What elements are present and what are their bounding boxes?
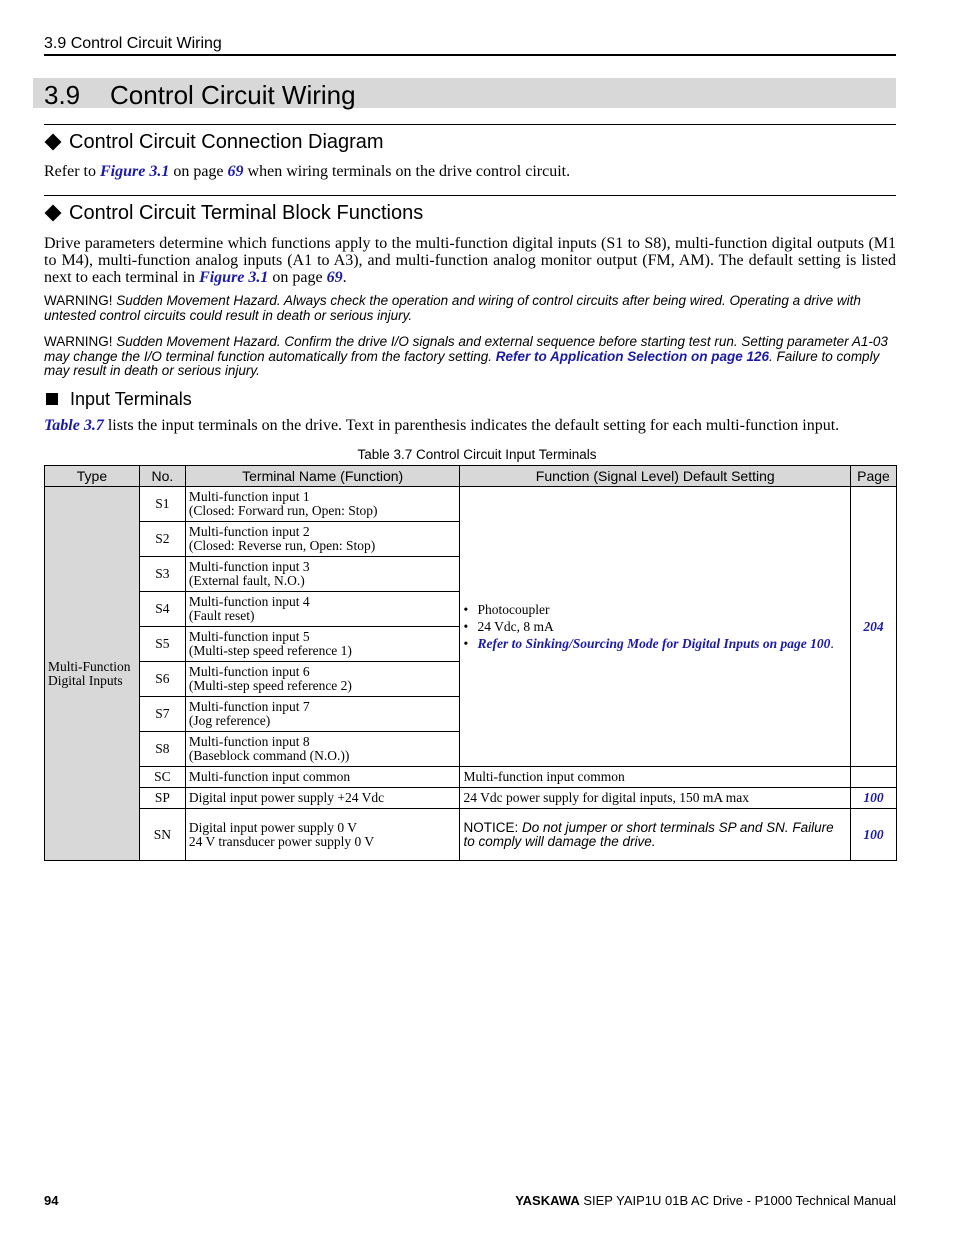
terminal-name [185, 662, 460, 697]
divider [44, 124, 896, 125]
terminal-no: S7 [139, 697, 185, 732]
terminal-no: SP [139, 788, 185, 809]
warning-text: Sudden Movement Hazard. Always check the operation and wiring of control circuits after being wired. Operating a drive with untested control circuits could result in death or serious injury. [44, 293, 861, 323]
terminal-block-heading-text: Control Circuit Terminal Block Functions [69, 202, 424, 224]
page-cell [850, 487, 896, 767]
warning-text: . Failure to comply may result in death or serious injury. [44, 348, 880, 378]
paragraph-text: lists the input terminals on the drive. Text in parenthesis indicates the default setting for each multi-function input. [103, 417, 840, 434]
page-cell [850, 788, 896, 809]
terminal-block-paragraph [44, 235, 896, 286]
terminal-name [185, 487, 460, 522]
paragraph-text: when wiring terminals on the drive control circuit. [243, 163, 571, 180]
terminal-name-line: (Multi-step speed reference 1) [188, 643, 352, 658]
terminal-function-notice [460, 809, 850, 861]
terminal-name [185, 809, 460, 861]
figure-3-1-link[interactable]: Figure 3.1 [199, 269, 269, 286]
input-terminals-paragraph [44, 417, 896, 434]
terminal-name-line: Multi-function input 4 [188, 594, 310, 609]
terminal-function: 24 Vdc power supply for digital inputs, 150 mA max [460, 788, 850, 809]
input-terminals-heading-text: Input Terminals [70, 389, 192, 409]
terminal-name-line: (Jog reference) [188, 713, 271, 728]
terminal-name [185, 522, 460, 557]
warning-label: WARNING! [44, 293, 113, 308]
terminal-name-line: Multi-function input 1 [188, 489, 310, 504]
header-function: Function (Signal Level) Default Setting [460, 466, 850, 487]
terminal-name-line: (Multi-step speed reference 2) [188, 678, 352, 693]
type-cell [45, 487, 140, 861]
terminal-name-line: Multi-function input 2 [188, 524, 310, 539]
table-row [45, 788, 897, 809]
paragraph-text: Drive parameters determine which functions apply to the multi-function digital inputs (S1 to S8), multi-function digital outputs (M1 to M4), multi-function analog inputs (A1 to A3), and multi-function analog monitor output (FM, AM). The default setting is listed next to each terminal in [44, 235, 896, 286]
terminal-name: Multi-function input common [185, 767, 460, 788]
header-type: Type [45, 466, 140, 487]
function-list [463, 603, 846, 651]
terminal-no: S4 [139, 592, 185, 627]
connection-diagram-paragraph [44, 163, 896, 180]
table-caption: Table 3.7 Control Circuit Input Terminals [357, 447, 597, 462]
terminal-name-line: (Fault reset) [188, 608, 255, 623]
terminal-no: S1 [139, 487, 185, 522]
digital-input-function [460, 487, 850, 767]
table-3-7-link[interactable]: Table 3.7 [44, 417, 104, 434]
terminal-no: S6 [139, 662, 185, 697]
notice-text: Do not jumper or short terminals SP and SN. Failure to comply will damage the drive. [463, 819, 834, 849]
diamond-bullet-icon [45, 133, 62, 150]
connection-diagram-heading-text: Control Circuit Connection Diagram [69, 131, 384, 153]
terminal-block-heading [44, 202, 423, 225]
paragraph-text: Refer to [44, 163, 100, 180]
diamond-bullet-icon [45, 204, 62, 221]
footer-manual-title [515, 1193, 896, 1208]
warning-2 [44, 335, 896, 379]
terminal-name-line: (Closed: Forward run, Open: Stop) [188, 503, 378, 518]
page-204-link[interactable]: 204 [863, 618, 884, 634]
table-row [45, 767, 897, 788]
terminal-name [185, 697, 460, 732]
terminal-name-line: (Baseblock command (N.O.)) [188, 748, 350, 763]
terminal-no: S5 [139, 627, 185, 662]
type-label: Multi-Function [48, 658, 131, 674]
paragraph-text: on page [268, 269, 327, 286]
terminal-name-line: Multi-function input 8 [188, 734, 310, 749]
notice-label: NOTICE: [463, 819, 519, 835]
footer-manual-text: SIEP YAIP1U 01B AC Drive - P1000 Technical Manual [579, 1193, 896, 1208]
page-cell [850, 767, 896, 788]
header-no: No. [139, 466, 185, 487]
function-bullet [463, 637, 846, 651]
paragraph-text: . [342, 269, 347, 286]
table-row [45, 809, 897, 861]
application-selection-link[interactable]: Refer to Application Selection on page 126 [495, 348, 770, 364]
warning-text: Sudden Movement Hazard. Confirm the drive I/O signals and external sequence before starting test run. Setting parameter A1-03 may change the I/O terminal function automatically from the factory setting. [44, 334, 888, 364]
terminal-name [185, 732, 460, 767]
divider [44, 195, 896, 196]
figure-3-1-link[interactable]: Figure 3.1 [99, 163, 170, 180]
header-terminal-name: Terminal Name (Function) [185, 466, 460, 487]
terminal-name [185, 627, 460, 662]
table-header-row [45, 466, 897, 487]
terminal-no: SN [139, 809, 185, 861]
function-bullet: • 24 Vdc, 8 mA [463, 620, 846, 634]
warning-1 [44, 294, 896, 323]
terminal-name [185, 592, 460, 627]
footer-page-number: 94 [44, 1193, 59, 1208]
section-title-text: Control Circuit Wiring [110, 80, 356, 110]
terminal-name-line: Multi-function input 7 [188, 699, 310, 714]
input-terminals-table [44, 465, 897, 861]
terminal-function: Multi-function input common [460, 767, 850, 788]
header-page: Page [850, 466, 896, 487]
terminal-name-line: (Closed: Reverse run, Open: Stop) [188, 538, 376, 553]
section-number: 3.9 [44, 80, 81, 110]
footer-brand: YASKAWA [515, 1193, 580, 1208]
connection-diagram-heading [44, 131, 384, 154]
running-header: 3.9 Control Circuit Wiring [44, 35, 896, 56]
table-row [45, 487, 897, 522]
terminal-no: SC [139, 767, 185, 788]
terminal-name-line: 24 V transducer power supply 0 V [188, 833, 375, 849]
page-69-link[interactable]: 69 [227, 163, 244, 180]
terminal-name-line: Multi-function input 5 [188, 629, 310, 644]
terminal-name: Digital input power supply +24 Vdc [185, 788, 460, 809]
terminal-no: S8 [139, 732, 185, 767]
type-label: Digital Inputs [48, 672, 123, 688]
page-100-link[interactable]: 100 [863, 790, 884, 805]
square-bullet-icon [46, 393, 58, 405]
terminal-name-line: (External fault, N.O.) [188, 573, 305, 588]
page-cell [850, 809, 896, 861]
page-100-link[interactable]: 100 [863, 826, 884, 842]
paragraph-text: on page [169, 163, 228, 180]
function-bullet: • Photocoupler [463, 603, 846, 617]
terminal-name-line: Digital input power supply 0 V [188, 819, 357, 835]
sinking-sourcing-link[interactable]: Refer to Sinking/Sourcing Mode for Digital Inputs on page 100 [477, 635, 831, 651]
terminal-name [185, 557, 460, 592]
terminal-no: S3 [139, 557, 185, 592]
input-terminals-heading [44, 389, 192, 410]
function-bullet-text: . [830, 635, 834, 651]
terminal-name-line: Multi-function input 3 [188, 559, 310, 574]
terminal-no: S2 [139, 522, 185, 557]
section-title [44, 80, 356, 111]
terminal-name-line: Multi-function input 6 [188, 664, 310, 679]
warning-label: WARNING! [44, 334, 113, 349]
page-69-link[interactable]: 69 [326, 269, 343, 286]
